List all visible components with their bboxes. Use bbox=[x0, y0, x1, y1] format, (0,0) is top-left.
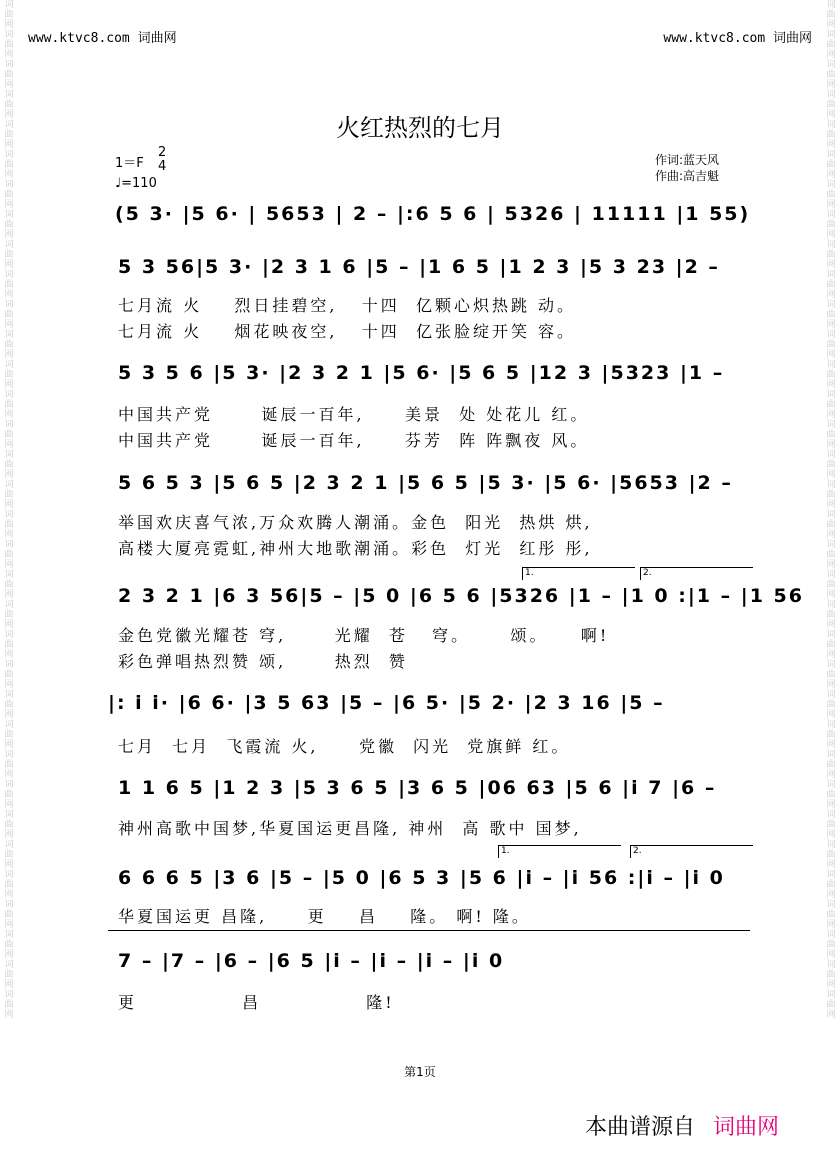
tempo-marking: ♩=110 bbox=[115, 176, 157, 191]
time-signature bbox=[158, 146, 166, 174]
key-signature: 1＝F bbox=[115, 156, 144, 171]
notation-text: 2 3 2 1 |6 3 56|5 – |5 0 |6 5 6 |5326 |1 – |1 0 :|1 – |1 56 bbox=[118, 585, 804, 607]
lyric-line: 神州高歌中国梦,华夏国运更昌隆, 神州 高 歌中 国梦, bbox=[118, 819, 582, 838]
section-divider bbox=[108, 930, 750, 931]
notation-text: 5 3 5 6 |5 3· |2 3 2 1 |5 6· |5 6 5 |12 3 |5323 |1 – bbox=[118, 362, 725, 384]
notation-text: 1 1 6 5 |1 2 3 |5 3 6 5 |3 6 5 |06 63 |5 6 |i 7 |6 – bbox=[118, 777, 717, 799]
notation-line-9 bbox=[0, 950, 840, 986]
notation-text: 5 6 5 3 |5 6 5 |2 3 2 1 |5 6 5 |5 3· |5 6· |5653 |2 – bbox=[118, 472, 733, 494]
lyricist: 作词:蓝天风 bbox=[655, 153, 720, 167]
lyric-line: 彩色弹唱热烈赞 颂, 热烈 赞 bbox=[118, 652, 408, 671]
volta-1: 1. bbox=[498, 845, 621, 858]
lyric-line: 举国欢庆喜气浓,万众欢腾人潮涌。金色 阳光 热烘 烘, bbox=[118, 513, 593, 532]
site-url-left[interactable]: www.ktvc8.com 词曲网 bbox=[28, 31, 177, 46]
watermark-left: 词曲网词曲网词曲网词曲网词曲网词曲网词曲网词曲网词曲网词曲网词曲网词曲网词曲网词曲网词曲网词曲网词曲网词曲网词曲网词曲网词曲网词曲网词曲网词曲网词曲网词曲网词曲网词曲网词曲网词曲网词曲网词曲网词曲网词曲网 bbox=[4, 0, 14, 1020]
notation-line-1 bbox=[0, 203, 840, 239]
notation-line-3 bbox=[0, 362, 840, 398]
notation-text: 5 3 56|5 3· |2 3 1 6 |5 – |1 6 5 |1 2 3 |5 3 23 |2 – bbox=[118, 256, 720, 278]
volta-2: 2. bbox=[630, 845, 753, 858]
time-denominator: 4 bbox=[158, 159, 167, 174]
volta-1: 1. bbox=[522, 567, 635, 580]
source-brand[interactable]: 词曲网 bbox=[713, 1115, 780, 1140]
lyric-line: 金色党徽光耀苍 穹, 光耀 苍 穹。 颂。 啊! bbox=[118, 626, 610, 645]
credits bbox=[655, 152, 719, 184]
notation-text: (5 3· |5 6· | 5653 | 2 – |:6 5 6 | 5326 | 11111 |1 55) bbox=[115, 203, 751, 225]
lyric-line: 七月流 火 烟花映夜空, 十四 亿张脸绽开笑 容。 bbox=[118, 322, 577, 341]
lyric-line: 七月 七月 飞霞流 火, 党徽 闪光 党旗鲜 红。 bbox=[118, 737, 571, 756]
notation-line-8 bbox=[0, 867, 840, 903]
song-title: 火红热烈的七月 bbox=[336, 114, 504, 142]
source-text: 本曲谱源自 bbox=[585, 1115, 696, 1140]
notation-line-2 bbox=[0, 256, 840, 292]
site-url-right[interactable]: www.ktvc8.com 词曲网 bbox=[663, 31, 812, 46]
lyric-line: 高楼大厦亮霓虹,神州大地歌潮涌。彩色 灯光 红彤 彤, bbox=[118, 539, 593, 558]
notation-line-6 bbox=[0, 692, 840, 728]
lyric-line: 华夏国运更 昌隆, 更 昌 隆。 啊! 隆。 bbox=[118, 907, 531, 926]
notation-text: 6 6 6 5 |3 6 |5 – |5 0 |6 5 3 |5 6 |i – |i 56 :|i – |i 0 bbox=[118, 867, 725, 889]
notation-text: |: i i· |6 6· |3 5 63 |5 – |6 5· |5 2· |2 3 16 |5 – bbox=[108, 692, 665, 714]
notation-line-5 bbox=[0, 585, 840, 621]
time-numerator: 2 bbox=[158, 145, 167, 160]
lyric-line: 中国共产党 诞辰一百年, 美景 处 处花儿 红。 bbox=[118, 405, 590, 424]
notation-line-7 bbox=[0, 777, 840, 813]
lyric-line: 更 昌 隆! bbox=[118, 993, 395, 1012]
lyric-line: 七月流 火 烈日挂碧空, 十四 亿颗心炽热跳 动。 bbox=[118, 296, 577, 315]
volta-2: 2. bbox=[640, 567, 753, 580]
page-number: 第1页 bbox=[404, 1065, 436, 1079]
watermark-right: 词曲网词曲网词曲网词曲网词曲网词曲网词曲网词曲网词曲网词曲网词曲网词曲网词曲网词曲网词曲网词曲网词曲网词曲网词曲网词曲网词曲网词曲网词曲网词曲网词曲网词曲网词曲网词曲网词曲网词曲网词曲网词曲网词曲网词曲网 bbox=[826, 0, 836, 1020]
notation-line-4 bbox=[0, 472, 840, 508]
lyric-line: 中国共产党 诞辰一百年, 芬芳 阵 阵飘夜 风。 bbox=[118, 431, 590, 450]
composer: 作曲:高吉魁 bbox=[655, 169, 720, 183]
source-credit bbox=[585, 1110, 779, 1141]
notation-text: 7 – |7 – |6 – |6 5 |i – |i – |i – |i 0 bbox=[118, 950, 505, 972]
